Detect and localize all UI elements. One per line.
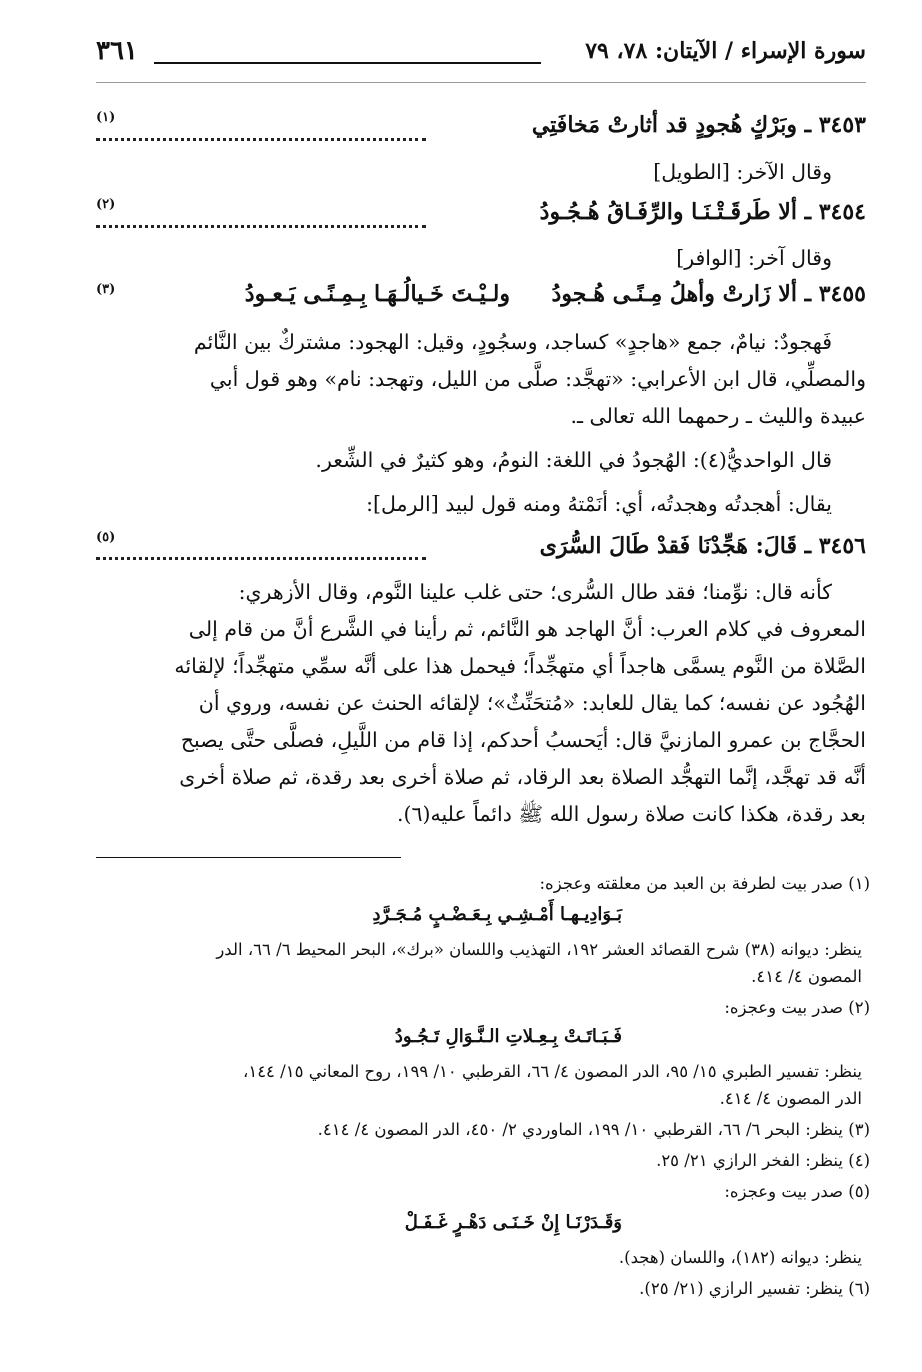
para-3: يقال: أهجدتُه وهجدتُه، أي: أنَمْتهُ ومنه قول لبيد [الرمل]: [366, 492, 832, 516]
footnote-2: (٢) صدر بيت وعجزه: [724, 998, 870, 1017]
footnote-ref-3: (٣) [96, 282, 116, 297]
para-1-line-1: فَهجودٌ: نيامٌ، جمع «هاجدٍ» كساجد، وسجُودٍ، وقيل: الهجود: مشتركٌ بين النَّائم [193, 330, 832, 354]
para-4-line-1: كأنه قال: نوِّمنا؛ فقد طال السُّرى؛ حتى غلب علينا النَّوم، وقال الأزهري: [238, 580, 832, 604]
para-1-line-3: عبيدة والليث ـ رحمهما الله تعالى ـ. [570, 404, 866, 428]
header-line [154, 62, 541, 64]
para-1-line-2: والمصلِّي، قال ابن الأعرابي: «تهجَّد: صلَّى من الليل، وتهجد: نام» وهو قول أبي [209, 367, 866, 391]
para-4-line-7: بعد رقدة، هكذا كانت صلاة رسول الله ﷺ دائماً عليه(٦). [396, 802, 866, 826]
footnote-1: (١) صدر بيت لطرفة بن العبد من معلقته وعجزه: [539, 874, 870, 893]
footnote-1-ref-line-1: ينظر: ديوانه (٣٨) شرح القصائد العشر ١٩٢، التهذيب واللسان «برك»، البحر المحيط ٦/ ٦٦، الدر [216, 940, 862, 959]
footnote-5-verse: وَقَـدَرْنَـا إِنْ خَـنَـى دَهْـرٍ غَـفَـلْ [404, 1212, 622, 1233]
footnote-2-verse: فَـبَـاتَـتْ بِـعِـلاتِ الـنَّـوَالِ تَـجُـودُ [394, 1026, 622, 1047]
footnote-1-verse: بَـوَادِيـهـا أَمْـشِـي بِـعَـضْـبٍ مُـجَـرَّدِ [372, 904, 622, 925]
running-title: سورة الإسراء / الآيتان: ٧٨، ٧٩ [585, 38, 866, 64]
verse-3453-dots [96, 118, 426, 141]
footnote-2-ref-line-2: الدر المصون ٤/ ٤١٤. [719, 1089, 862, 1108]
verse-3456: ٣٤٥٦ ـ قَالَ: هَجِّدْنَا فَقدْ طَالَ السُّرَى [539, 533, 866, 559]
intro-line-2: وقال آخر: [الوافر] [676, 246, 832, 270]
footnote-4: (٤) ينظر: الفخر الرازي ٢١/ ٢٥. [656, 1151, 870, 1170]
header-rule [96, 82, 866, 83]
footnote-2-ref-line-1: ينظر: تفسير الطبري ١٥/ ٩٥، الدر المصون ٤/ ٦٦، القرطبي ١٠/ ١٩٩، روح المعاني ١٥/ ١٤٤، [243, 1062, 862, 1081]
para-4-line-6: أنَّه قد تهجَّد، إنَّما التهجُّد الصلاة بعد الرقاد، ثم صلاة أخرى بعد رقدة، ثم صلاة أخرى [179, 765, 866, 789]
verse-3455-first: ٣٤٥٥ ـ ألا زَارتْ وأهلُ مِـنًـى هُـجودُ [551, 281, 866, 307]
footnote-ref-2: (٢) [96, 197, 116, 212]
footnote-ref-5: (٥) [96, 530, 116, 545]
verse-3455-second: ولـيْـتَ خَـيالُـهَـا بِـمِـنًـى يَـعـودُ [244, 281, 510, 307]
para-4-line-3: الصَّلاة من النَّوم يسمَّى هاجداً أي متهجِّداً؛ فيحمل هذا على أنَّه سمِّي متهجِّداً؛ لإلقائه [174, 654, 866, 678]
page-number: ٣٦١ [96, 36, 138, 66]
para-2: قال الواحديُّ(٤): الهُجودُ في اللغة: النومُ، وهو كثيرٌ في الشِّعر. [315, 448, 832, 472]
footnote-ref-1: (١) [96, 110, 116, 125]
footnote-6: (٦) ينظر: تفسير الرازي (٢١/ ٢٥). [639, 1279, 870, 1298]
footnote-3: (٣) ينظر: البحر ٦/ ٦٦، القرطبي ١٠/ ١٩٩، الماوردي ٢/ ٤٥٠، الدر المصون ٤/ ٤١٤. [317, 1120, 870, 1139]
para-4-line-2: المعروف في كلام العرب: أنَّ الهاجد هو النَّائم، ثم رأينا في الشَّرع أنَّ من قام إلى [188, 617, 866, 641]
intro-line-1: وقال الآخر: [الطويل] [653, 160, 832, 184]
footnote-5: (٥) صدر بيت وعجزه: [724, 1182, 870, 1201]
verse-3456-dots [96, 537, 426, 560]
footnote-5-ref: ينظر: ديوانه (١٨٢)، واللسان (هجد). [618, 1248, 862, 1267]
verse-3454: ٣٤٥٤ ـ ألا طَرقَـتْـنَـا والرِّفَـاقُ هُـجُـودُ [539, 199, 866, 225]
para-4-line-4: الهُجُود عن نفسه؛ كما يقال للعابد: «مُتحَنِّثٌ»؛ لإلقائه الحنث عن نفسه، وروي أن [198, 691, 866, 715]
para-4-line-5: الحجَّاج بن عمرو المازنيَّ قال: أيَحسبُ أحدكم، إذا قام من اللَّيلِ، فصلَّى حتَّى يصبح [180, 728, 866, 752]
page-header [96, 34, 866, 74]
footnote-1-ref-line-2: المصون ٤/ ٤١٤. [751, 967, 862, 986]
verse-3454-dots [96, 205, 426, 228]
verse-3453: ٣٤٥٣ ـ وبَرْكٍ هُجودٍ قد أثارتْ مَخافَتِي [531, 112, 866, 138]
footnote-separator [96, 857, 401, 858]
